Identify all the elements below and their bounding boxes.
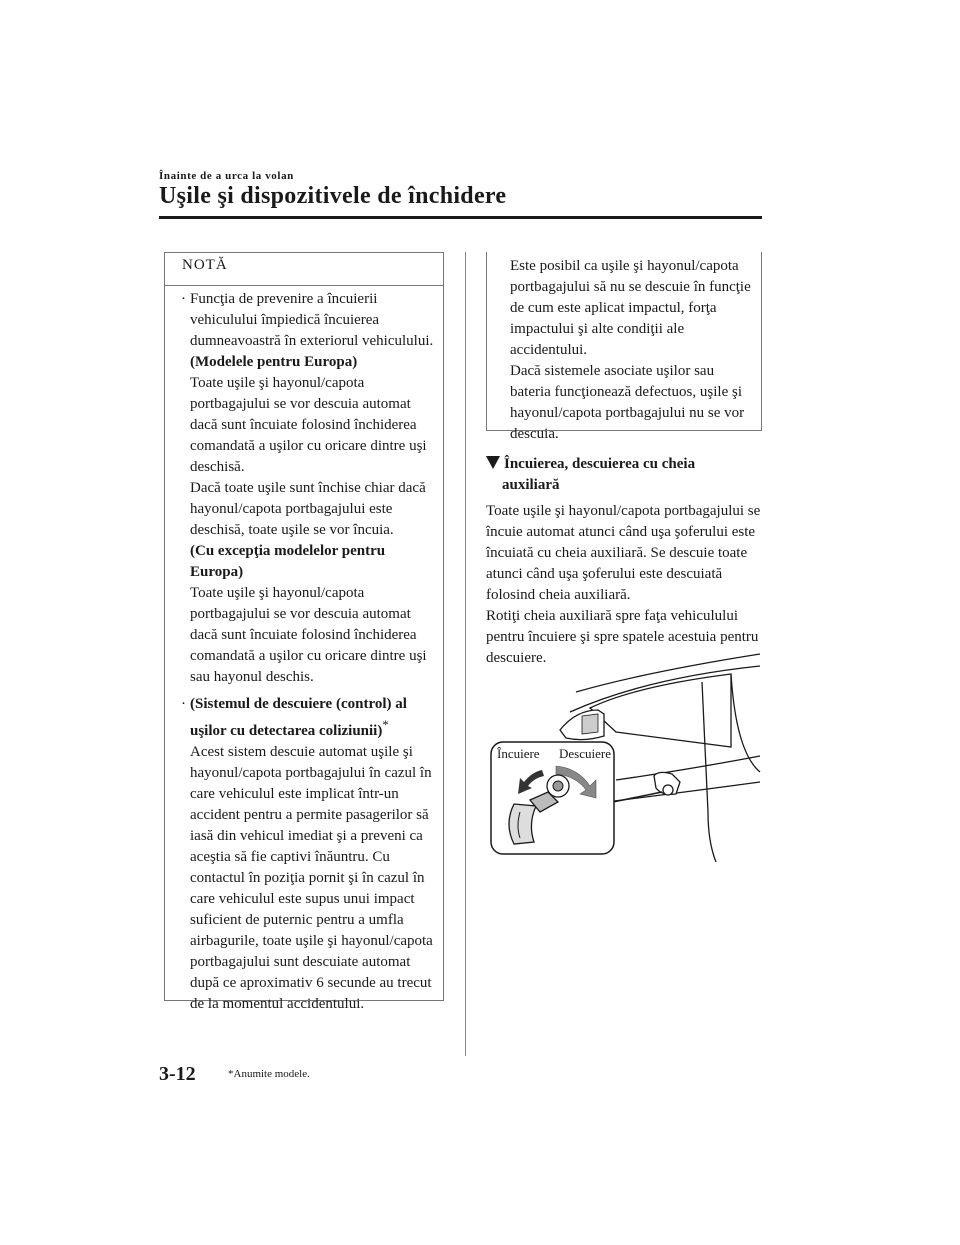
label-lock: Încuiere: [497, 746, 540, 761]
bullet-icon: ·: [181, 291, 186, 307]
triangle-marker-icon: [486, 456, 500, 469]
note-body: [181, 289, 438, 1021]
breadcrumb: Înainte de a urca la volan: [159, 170, 294, 182]
note-continuation-para1: Este posibil ca uşile şi hayonul/capota portbagajului să nu se descuie în funcţie de cum este aplicat impactul, forţa impactului şi alte condiţii ale accidentului.: [510, 258, 751, 358]
note-item1-sub1-title: (Modelele pentru Europa): [190, 354, 358, 370]
label-unlock: Descuiere: [559, 746, 611, 761]
section-heading: [486, 454, 756, 496]
note-item2-text: Acest sistem descuie automat uşile şi hayonul/capota portbagajului în cazul în care vehiculul este implicat într-un accident pentru a permite pasagerilor să iasă din vehicul imediat şi a preveni ca aceştia să fie captivi înăuntru. Cu contactul în poziţia pornit şi în cazul în care vehiculul este supus unui impact suficient de puternic pentru a umfla airbagurile, toate uşile şi hayonul/capota portbagajului sunt descuiate automat după ce aproximativ 6 secunde au trecut de la momentul accidentului.: [190, 744, 433, 1012]
note-item-lockout-prevention: [181, 289, 438, 688]
note-title: NOTĂ: [182, 257, 228, 273]
note-item1-sub1-text2: Dacă toate uşile sunt închise chiar dacă hayonul/capota portbagajului este deschisă, toate uşile se vor încuia.: [190, 480, 426, 538]
note-item1-intro: Funcţia de prevenire a încuierii vehiculului împiedică încuierea dumneavoastră în exteriorul vehiculului.: [190, 291, 434, 349]
section-heading-line1: Încuierea, descuierea cu cheia: [504, 456, 696, 472]
section-body: [486, 501, 764, 669]
column-divider: [465, 252, 466, 1056]
footnote: *Anumite modele.: [228, 1068, 310, 1080]
section-para1: Toate uşile şi hayonul/capota portbagajului se încuie automat atunci când uşa şoferului este încuiată cu cheia auxiliară. Se descuie toate atunci când uşa şoferului este descuiată folosind cheia auxiliară.: [486, 503, 761, 603]
mirror-glass-icon: [582, 714, 598, 734]
note-item1-sub2-title: (Cu excepţia modelelor pentru Europa): [190, 543, 386, 580]
section-heading-line2: auxiliară: [502, 477, 560, 493]
page-title: Uşile şi dispozitivele de închidere: [159, 183, 507, 209]
page-number: 3-12: [159, 1063, 196, 1085]
title-rule: [159, 216, 762, 219]
keyhole-icon: [663, 785, 673, 795]
door-key-illustration: [486, 652, 766, 862]
note-item1-sub2-text: Toate uşile şi hayonul/capota portbagajului se vor descuia automat dacă sunt încuiate folosind închiderea comandată a uşilor cu oricare dintre uşi sau hayonul deschis.: [190, 585, 427, 685]
note-item2-title: (Sistemul de descuiere (control) al uşilor cu detectarea coliziunii): [190, 696, 407, 739]
note-continuation-para2: Dacă sistemele asociate uşilor sau bateria funcţionează defectuos, uşile şi hayonul/capota portbagajului nu se vor descuia.: [510, 363, 745, 442]
callout-line: [613, 792, 662, 802]
bullet-icon: ·: [181, 696, 186, 712]
footnote-marker: *: [382, 718, 389, 732]
section-para2: Rotiţi cheia auxiliară spre faţa vehiculului pentru încuiere şi spre spatele acestuia pentru descuiere.: [486, 608, 759, 666]
note-continuation-text: [510, 256, 758, 445]
note-item-crash-unlock: [181, 694, 438, 1015]
note-item1-sub1-text: Toate uşile şi hayonul/capota portbagajului se vor descuia automat dacă sunt încuiate folosind închiderea comandată a uşilor cu oricare dintre uşi deschisă.: [190, 375, 427, 475]
